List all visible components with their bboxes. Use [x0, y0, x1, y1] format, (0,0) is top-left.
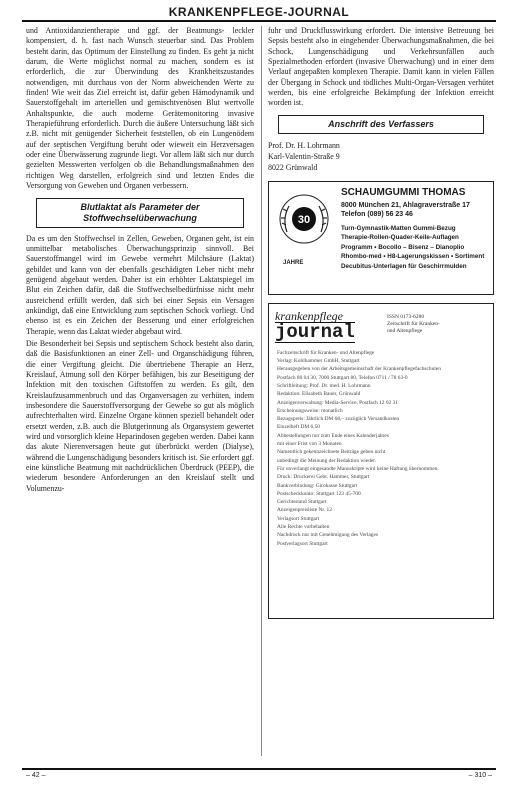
imprint-body: [277, 349, 485, 548]
side-line: ISSN 0173-6280: [387, 313, 425, 320]
product-item: Programm • Bocollo – Bisenz – Dianoplio: [341, 243, 465, 251]
imprint-line: Gerichtsstand Stuttgart: [277, 499, 327, 506]
product-item: Therapie-Rollen-Quader-Keile-Auflagen: [341, 234, 459, 242]
imprint-line: Druck: Druckerei Gebr. Hammer, Stuttgart: [277, 474, 370, 481]
imprint-side-text: [387, 314, 440, 335]
right-column: [268, 26, 494, 756]
side-line: Zeitschrift für Kranken-: [387, 320, 440, 327]
imprint-line: Postscheckkonto: Stuttgart 123 45-700: [277, 490, 361, 497]
page-number-left: – 42 –: [26, 772, 46, 779]
imprint-line: Namentlich gekennzeichnete Beiträge geben nicht: [277, 449, 386, 456]
journal-imprint-box: [268, 303, 494, 619]
imprint-line: Postverlagsort Stuttgart: [277, 540, 328, 547]
imprint-line: Redaktion: Elisabeth Bauer, Grünwald: [277, 391, 361, 398]
imprint-line: Anzeigenpreisliste Nr. 12: [277, 507, 332, 514]
imprint-line: Erscheinungsweise: monatlich: [277, 407, 343, 414]
journal-logo: [275, 310, 493, 343]
imprint-line: Abbestellungen nur zum Ende eines Kalenderjahres: [277, 432, 389, 439]
company-street: 8000 München 21, Ahlagraverstraße 17: [341, 201, 470, 209]
logo-bottom-text: journal: [275, 320, 355, 343]
imprint-line: Nachdruck nur mit Genehmigung des Verlages: [277, 532, 378, 539]
address-line: 8022 Grünwald: [268, 162, 318, 172]
years-number: 30: [297, 213, 311, 226]
imprint-line: Alle Rechte vorbehalten: [277, 523, 330, 530]
body-paragraph: Da es um den Stoffwechsel in Zellen, Geweben, Organen geht, ist ein unmittelbar metabolisches Überwachungsprinzip sinnvoll. Bei Sauerstoffmangel wird im Gewebe vermehrt Milchsäure (Laktat) gebildet und kann von der ebenfalls geschädigten Leber nicht mehr genügend abgebaut werden. Daher ist ein erhöhter Laktatspiegel im Blut ein Zeichen dafür, daß die Stoffwechselbedürfnisse nicht mehr ausreichend erfüllt werden, daß sich bei einer Sepsis ein Versagen ankündigt, daß eine Entwicklung zum septischen Schock vorliegt. Und ebenso ist es ein Zeichen der Besserung und einer erfolgreichen Therapie, wenn das Laktat wieder abgebaut wird.: [26, 233, 254, 336]
address-line: Karl-Valentin-Straße 9: [268, 151, 340, 161]
column-divider: [261, 26, 262, 756]
company-phone: Telefon (089) 56 23 46: [341, 210, 413, 218]
product-list: [341, 224, 484, 272]
address-line: Prof. Dr. H. Lohrmann: [268, 140, 340, 150]
journal-title: KRANKENPFLEGE-JOURNAL: [168, 5, 350, 19]
imprint-line: Bezugspreis: Jährlich DM 68,– zuzüglich Versandkosten: [277, 416, 400, 423]
company-address: [341, 201, 470, 219]
imprint-line: unbedingt die Meinung der Redaktion wieder.: [277, 457, 377, 464]
body-paragraph: und Antioxidanzientherapie und ggf. der Beatmungs- leckler kompensiert, d. h. fast nach Wunsch steuerbar sind. Das Problem besteht darin, das Optimum der Einstellung zu finden. Es geht ja nicht darum, die Werte möglichst normal zu machen, sondern es ist erforderlich, die zur Überwindung des Krankheitszustandes notwendigen, mit durchaus von der Norm abweichenden Werte zu finden! Wie weit das Ziel erreicht ist, dafür geben Hämodynamik und Sauerstoffgehalt im arteriellen und gemischtvenösen Blut wertvolle Anhaltspunkte, die auch moderne Gerätemonitoring invasive Therapieführung erforderlich. Durch die äußere Untersuchung läßt sich z.B. nicht mit genügender Sicherheit feststellen, ob ein Lungenödem auf der septischen Vergiftung beruht oder wieweit ein Herzversagen oder eine Überwässerung zugrunde liegt. Vor allem läßt sich nur durch gezielten Messwerten verfolgen ob die Behandlungsmaßnahmen den richtigen Weg darstellen, erfolgreich sind und letzten Endes die Versorgung von Geweben und Organen verbessern.: [26, 26, 254, 191]
company-name: SCHAUMGUMMI THOMAS: [341, 186, 466, 198]
running-header: [22, 4, 496, 22]
side-line: und Altenpflege: [387, 327, 423, 334]
imprint-line: Einzelheft DM 6,50: [277, 424, 320, 431]
years-label: JAHRE: [283, 259, 304, 266]
imprint-line: Bankverbindung: Girokasse Stuttgart: [277, 482, 358, 489]
anniversary-wreath-icon: [277, 192, 331, 246]
product-item: Decubitus-Unterlagen für Geschirrmulden: [341, 262, 467, 270]
page-number-right: – 310 –: [468, 772, 492, 779]
body-paragraph: Die Besonderheit bei Sepsis und septischem Schock besteht also darin, daß die Basisfunktionen an einer Zell- und Organschädigung führen, die einer Vergiftung gleicht. Die übertriebene Therapie an Herz, Kreislauf, Atmung soll den Körper befähigen, bis zur Beseitigung der Infektion mit den toxischen Giftstoffen zu werden. Es gilt, den Kreislaufzusammenbruch und das Organversagen zu verhüten, indem insbesondere die Sauerstoffversorgung der Gewebe so gut als möglich aufrechterhalten wird. Einzelne Organe können speziell behandelt oder ersetzt werden, z.B. auch die Blutgerinnung als Organsystem gewertet wird und vorsorglich kleine Heparindosen gegeben werden. Dabei kann das akute Nierenversagen heute gut überbrückt werden (Dialyse), während die Lungenschädigung besonders kritisch ist. Sie erfordert ggf. eine künstliche Beatmung mit nachdrücklichen Überdruck (PEEP), die wiederum besondere Anforderungen an den Kreislauf stellt und Volumenzu-: [26, 338, 254, 493]
imprint-line: Verlag: Kohlhammer GmbH, Stuttgart: [277, 358, 360, 365]
imprint-line: mit einer Frist von 3 Monaten: [277, 441, 342, 448]
author-address: [268, 140, 494, 173]
page-footer: [22, 768, 496, 782]
product-item: Turn-Gymnastik-Matten Gummi-Bezug: [341, 224, 456, 232]
logo-top-text: krankenpflege: [275, 308, 343, 323]
imprint-line: Verlagsort Stuttgart: [277, 515, 320, 522]
imprint-line: Postfach 80 04 30, 7000 Stuttgart 80, Telefon 0711 / 78 63-0: [277, 374, 408, 381]
imprint-line: Fachzeitschrift für Kranken- und Altenpflege: [277, 349, 375, 356]
imprint-line: Anzeigenverwaltung: Media-Service, Postfach 12 02 31: [277, 399, 398, 406]
imprint-line: Schriftleitung: Prof. Dr. med. H. Lohrmann: [277, 382, 371, 389]
author-address-heading: Anschrift des Verfassers: [278, 115, 484, 134]
product-item: Rhombo-med • H8-Lagerungskissen • Sortiment: [341, 253, 485, 261]
advertisement-schaumgummi: [268, 181, 494, 295]
body-paragraph: fuhr und Druckflusswirkung erfordert. Die intensive Betreuung bei Sepsis besteht also in eingehender Überwachungsmaßnahmen, die bei Schock, Lungenschädigung und Verkehrsunfällen auch Spezialmethoden erfordert (invasive Überwachung) und in einer dem Verlauf angepaßten komplexen Therapie. Damit kann in vielen Fällen der Übergang in Schock und tödliches Multi-Organ-Versagen verhütet werden, bis eine erfolgreiche Bekämpfung der Infektion erreicht worden ist.: [268, 26, 494, 108]
journal-page: [22, 4, 496, 782]
imprint-line: Für unverlangt eingesandte Manuskripte wird keine Haftung übernommen.: [277, 465, 439, 472]
section-heading: Blutlaktat als Parameter der Stoffwechselüberwachung: [36, 198, 244, 228]
imprint-line: Herausgegeben von der Arbeitsgemeinschaft der Krankenpflegefachschulen: [277, 366, 441, 373]
left-column: [26, 26, 254, 756]
